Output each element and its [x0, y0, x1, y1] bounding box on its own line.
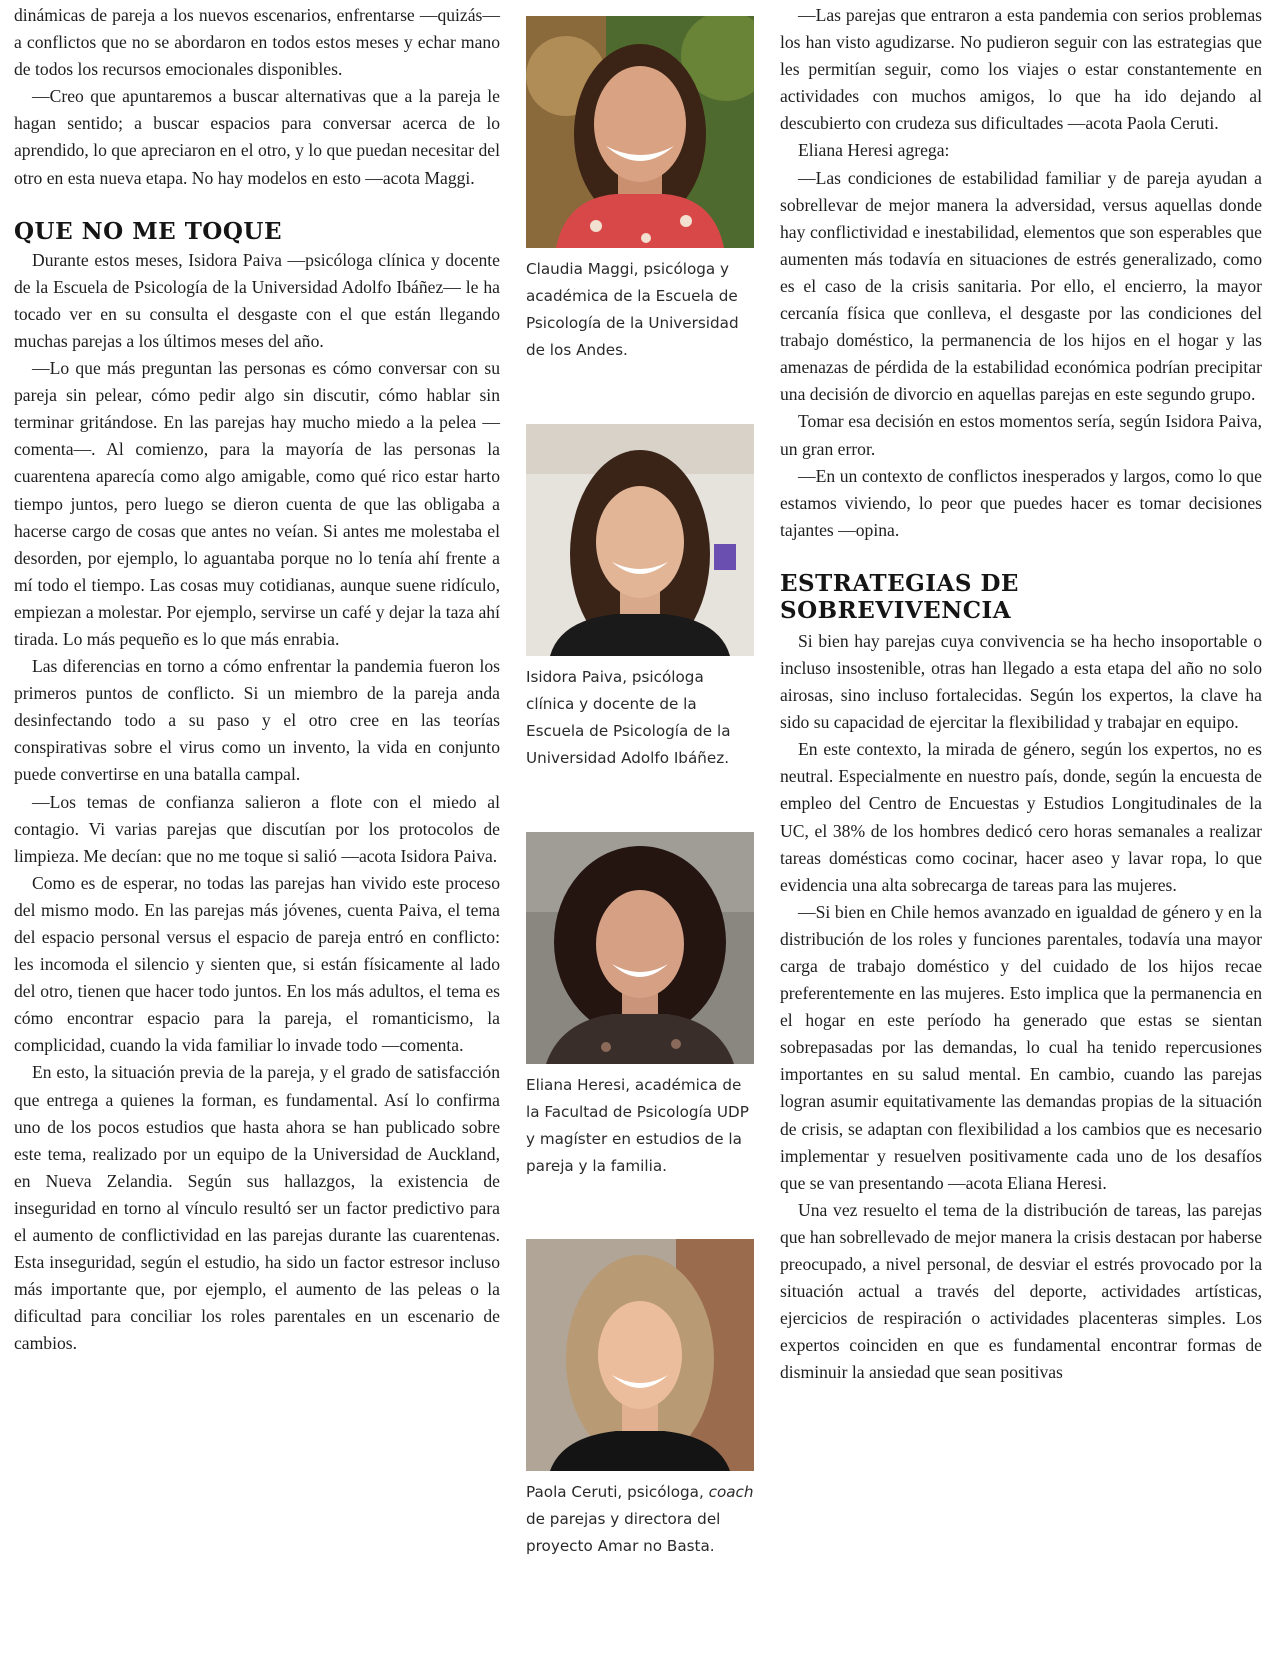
caption-text: Paola Ceruti, psicóloga,: [526, 1483, 709, 1501]
section-heading: QUE NO ME TOQUE: [14, 217, 282, 245]
portrait-photo-heresi: [526, 832, 754, 1064]
paragraph: Durante estos meses, Isidora Paiva —psicóloga clínica y docente de la Escuela de Psicología de la Universidad Adolfo Ibáñez— le ha tocado ver en su consulta el desgaste con el que están llegando muchas parejas a los últimos meses del año.: [14, 249, 500, 351]
caption-text: de parejas y directora del proyecto Amar no Basta.: [526, 1510, 721, 1556]
paragraph: —Las parejas que entraron a esta pandemia con serios problemas los han visto agudizarse. No pudieron seguir con las estrategias que les permitían seguir, como los viajes o estar constantemente en actividades con muchos amigos, lo que ha ido dejando al descubierto con crudeza sus dificultades —acota Paola Ceruti.: [780, 5, 1262, 134]
paragraph: dinámicas de pareja a los nuevos escenarios, enfrentarse —quizás— a conflictos que no se abordaron en todos estos meses y echar mano de todos los recursos emocionales disponibles.: [14, 5, 500, 80]
paragraph: —Las condiciones de estabilidad familiar y de pareja ayudan a sobrellevar de mejor manera la adversidad, versus aquellas donde hay conflictividad e inestabilidad, elementos que son esperables que aumenten más todavía en situaciones de estrés generalizado, como es el caso de la crisis sanitaria. Por ello, el encierro, la mayor cercanía física que conlleva, el desgaste por las condiciones del trabajo doméstico, la permanencia de los hijos en el hogar y las amenazas de pérdida de la estabilidad económica podrían precipitar una decisión de divorcio en aquellas parejas en este segundo grupo.: [780, 167, 1262, 405]
paragraph: —Lo que más preguntan las personas es cómo conversar con su pareja sin pelear, cómo pedir algo sin discutir, cómo hablar sin terminar gritándose. En las parejas hay mucho miedo a la pelea —comenta—. Al comienzo, para la mayoría de las personas la cuarentena aparecía como algo amigable, como qué rico estar harto tiempo juntos, pero luego se dieron cuenta de que las obligaba a hacerse cargo de cosas que antes no veían. Si antes me molestaba el desorden, por ejemplo, lo aguantaba porque no lo tenía ahí frente a mí todo el tiempo. Las cosas muy cotidianas, aunque suene ridículo, empiezan a molestar. Por ejemplo, servirse un café y dejar la taza ahí tirada. Lo más pequeño es lo que más enrabia.: [14, 358, 500, 649]
portrait-photo-ceruti: [526, 1239, 754, 1471]
paragraph: En esto, la situación previa de la pareja, y el grado de satisfacción que entrega a quienes la forman, es fundamental. Así lo confirma uno de los pocos estudios que hasta ahora se han publicado sobre este tema, realizado por un equipo de la Universidad de Auckland, en Nueva Zelandia. Según sus hallazgos, la existencia de inseguridad en torno al vínculo resultó ser un factor predictivo para el aumento de conflictividad en las parejas durante las cuarentenas. Esta inseguridad, según el estudio, ha sido un factor estresor incluso más importante que, por ejemplo, el aumento de las peleas o la dificultad para conciliar los roles parentales en un escenario de cambios.: [14, 1062, 500, 1354]
photo-caption: Eliana Heresi, académica de la Facultad de Psicología UDP y magíster en estudios de la pareja y la familia.: [526, 1076, 749, 1176]
right-column: [780, 2, 1262, 1387]
figure-heresi: [526, 832, 754, 1180]
paragraph: Como es de esperar, no todas las parejas han vivido este proceso del mismo modo. En las parejas más jóvenes, cuenta Paiva, el tema del espacio personal versus el espacio de pareja entró en conflicto: les incomoda el silencio y sienten que, si están físicamente al lado del otro, tienen que hacer todo juntos. En los más adultos, el tema es cómo encontrar espacio para la pareja, el romanticismo, la complicidad, cuando la vida familiar lo invade todo —comenta.: [14, 872, 500, 1056]
figure-maggi: [526, 16, 754, 364]
photo-caption: Isidora Paiva, psicóloga clínica y docente de la Escuela de Psicología de la Universidad Adolfo Ibáñez.: [526, 668, 731, 768]
paragraph: Tomar esa decisión en estos momentos sería, según Isidora Paiva, un gran error.: [780, 411, 1262, 459]
paragraph: En este contexto, la mirada de género, según los expertos, no es neutral. Especialmente en nuestro país, donde, según la encuesta de empleo del Centro de Encuestas y Estudios Longitudinales de la UC, el 38% de los hombres dedicó cero horas semanales a realizar tareas domésticas como cocinar, hacer aseo y lavar ropa, lo que evidencia una alta sobrecarga de tareas para las mujeres.: [780, 739, 1262, 895]
photo-caption: [526, 1479, 754, 1560]
section-heading: [780, 570, 1262, 624]
paragraph: Las diferencias en torno a cómo enfrentar la pandemia fueron los primeros puntos de conflicto. Si un miembro de la pareja anda desinfectando todo a su paso y el otro cree en las teorías conspirativas sobre el virus como un invento, la vida en conjunto puede convertirse en una batalla campal.: [14, 656, 500, 785]
photo-caption: Claudia Maggi, psicóloga y académica de la Escuela de Psicología de la Universidad de los Andes.: [526, 260, 739, 360]
heading-line: SOBREVIVENCIA: [780, 596, 1012, 624]
figure-ceruti: [526, 1239, 754, 1560]
paragraph: —En un contexto de conflictos inesperados y largos, como lo que estamos viviendo, lo peor que puedes hacer es tomar decisiones tajantes —opina.: [780, 465, 1262, 540]
paragraph: —Creo que apuntaremos a buscar alternativas que a la pareja le hagan sentido; a buscar espacios para conversar acerca de lo aprendido, lo que apreciaron en el otro, y lo que puedan necesitar del otro en esta nueva etapa. No hay modelos en esto —acota Maggi.: [14, 86, 500, 188]
portrait-photo-paiva: [526, 424, 754, 656]
paragraph: —Los temas de confianza salieron a flote con el miedo al contagio. Vi varias parejas que discutían por los protocolos de limpieza. Me decían: que no me toque si salió —acota Isidora Paiva.: [14, 791, 500, 866]
caption-emphasis: coach: [708, 1483, 754, 1501]
heading-line: ESTRATEGIAS DE: [780, 569, 1019, 597]
paragraph: Una vez resuelto el tema de la distribución de tareas, las parejas que han sobrellevado de mejor manera la crisis destacan por haberse preocupado, a nivel personal, de desviar el estrés provocado por la situación actual a través del deporte, actividades artísticas, ejercicios de respiración o actividades placenteras simples. Los expertos coinciden en que es fundamental encontrar formas de disminuir la ansiedad que sean positivas: [780, 1199, 1262, 1383]
paragraph: Si bien hay parejas cuya convivencia se ha hecho insoportable o incluso insostenible, otras han llegado a esta etapa del año no solo airosas, sino incluso fortalecidas. Según los expertos, la clave ha sido su capacidad de ejercitar la flexibilidad y trabajar en equipo.: [780, 630, 1262, 733]
left-column: [14, 2, 500, 1358]
figure-paiva: [526, 424, 754, 772]
paragraph: —Si bien en Chile hemos avanzado en igualdad de género y en la distribución de los roles y funciones parentales, todavía una mayor carga de trabajo doméstico y del cuidado de los hijos recae preferentemente en las mujeres. Esto implica que la permanencia en el hogar en este período ha generado que estas se sientan sobrepasadas por las demandas, lo cual ha tenido repercusiones importantes en su salud mental. En cambio, cuando las parejas logran asumir equitativamente las demandas propias de la situación de crisis, se adaptan con flexibilidad a los cambios que es necesario implementar y resuelven positivamente cada uno de los desafíos que se van presentando —acota Eliana Heresi.: [780, 901, 1262, 1193]
portrait-photo-maggi: [526, 16, 754, 248]
paragraph: Eliana Heresi agrega:: [798, 140, 950, 161]
